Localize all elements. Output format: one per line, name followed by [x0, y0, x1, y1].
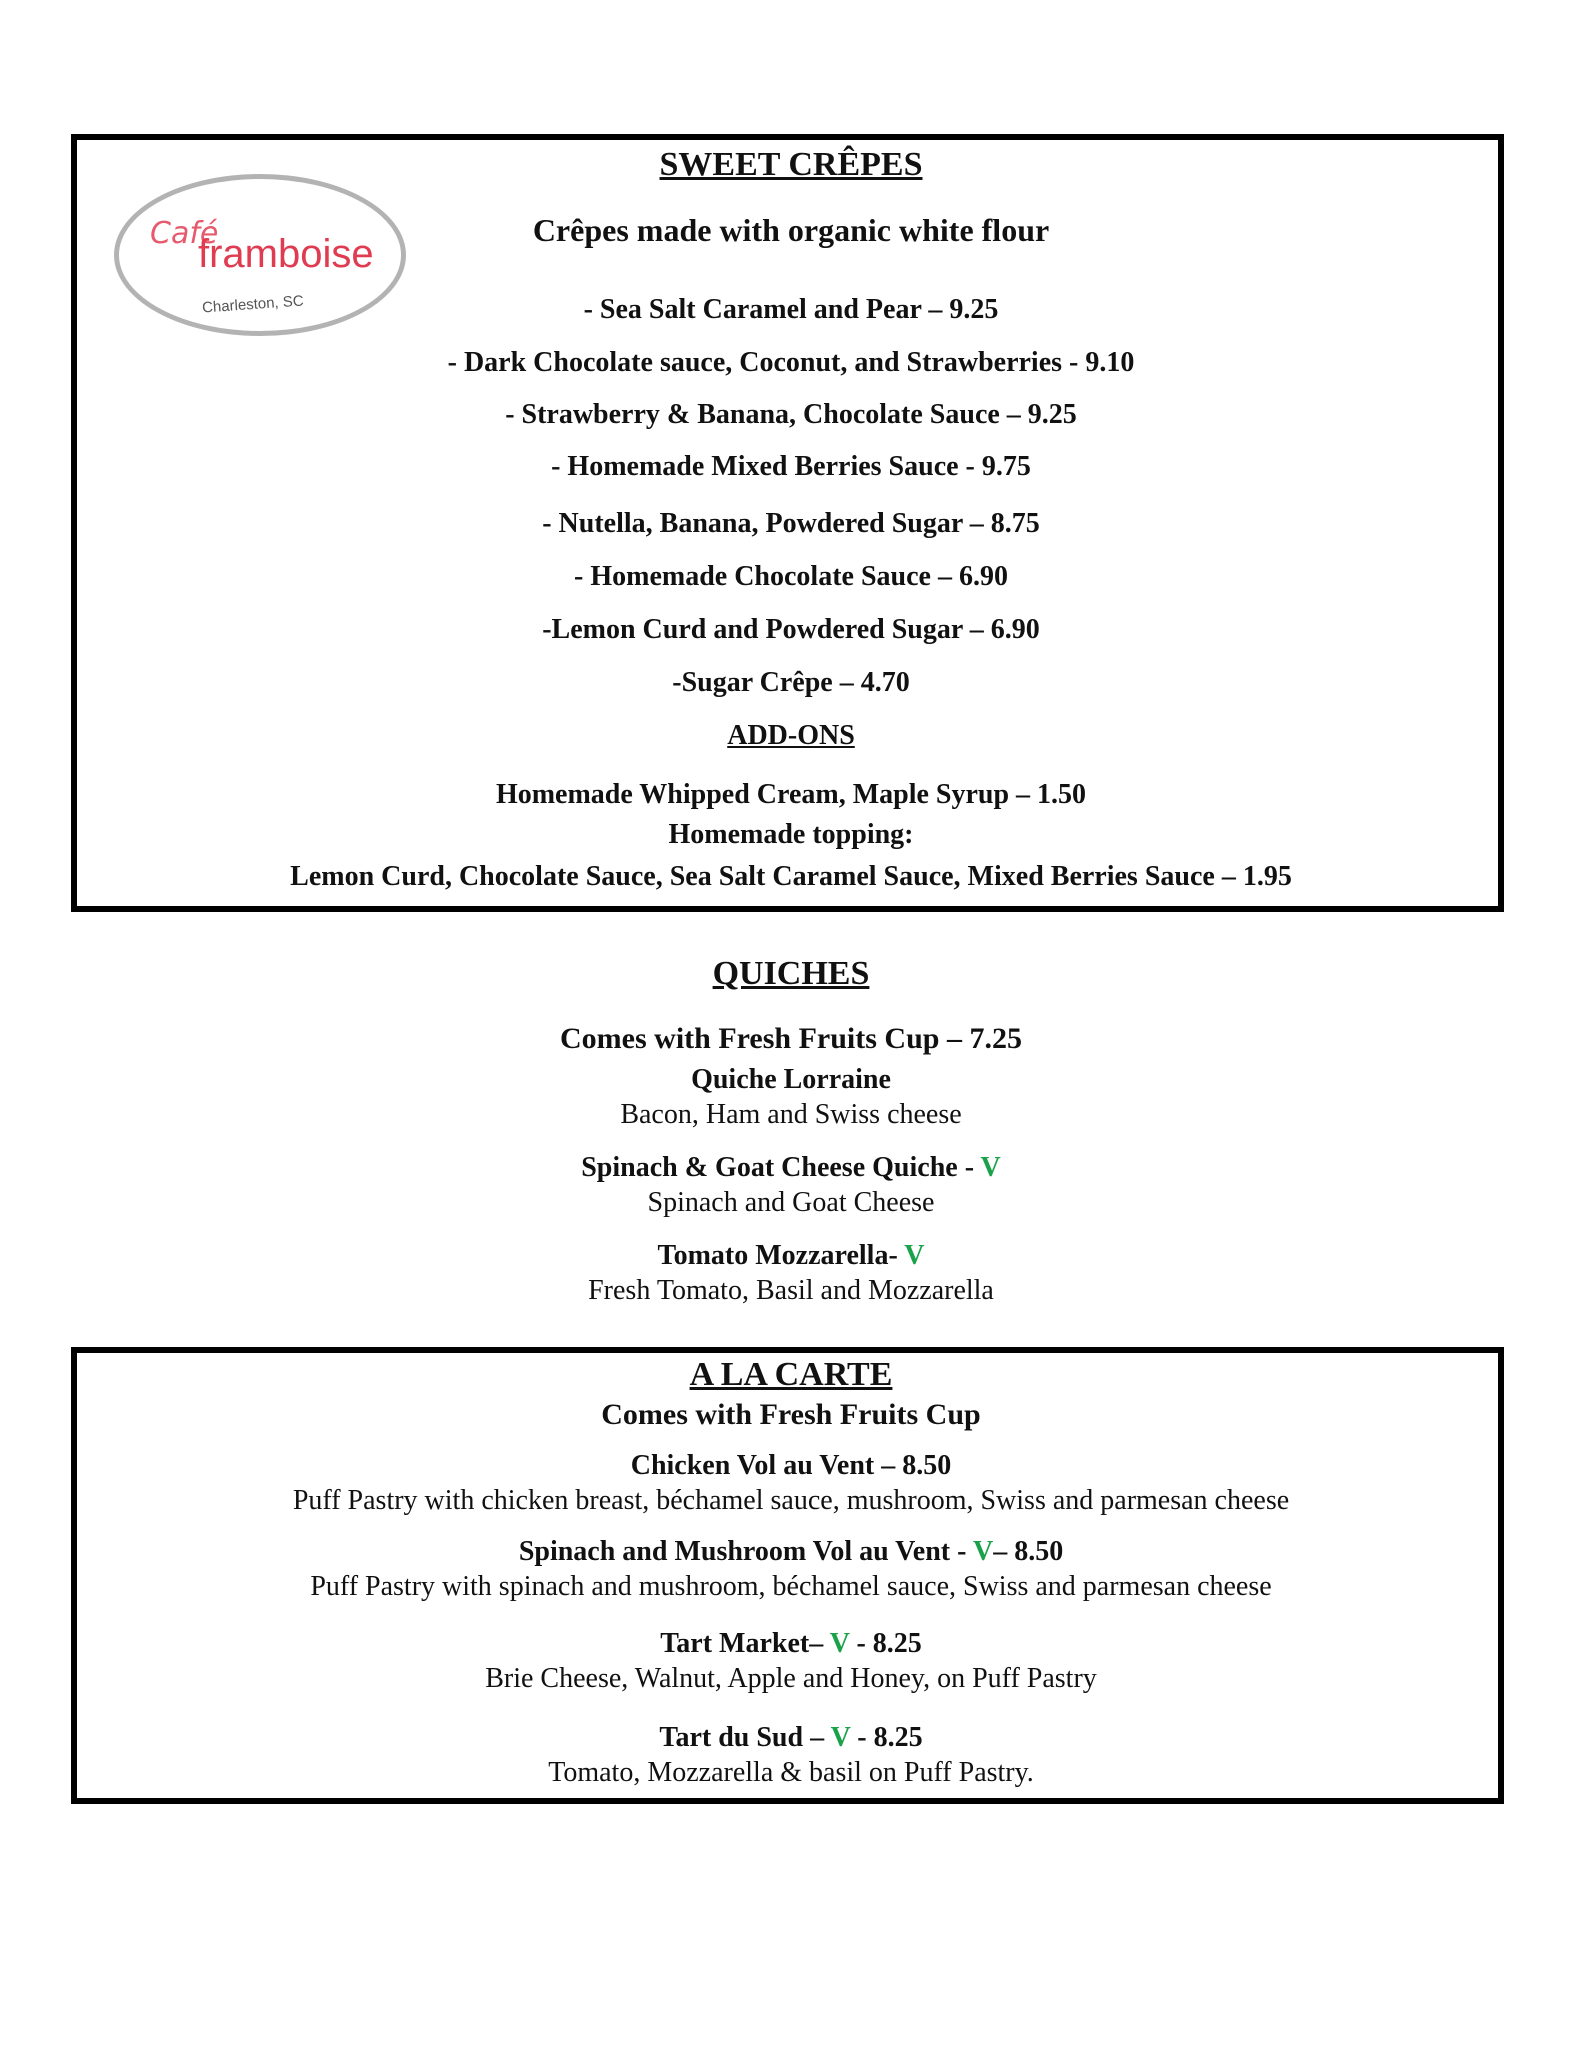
carte-item-price: - 8.25 [850, 1722, 923, 1753]
carte-item-name-text: Chicken Vol au Vent – 8.50 [630, 1450, 952, 1481]
quiche-name [0, 1064, 1582, 1096]
carte-item-name-text: Tart Market– [660, 1628, 830, 1659]
carte-item-desc: Tomato, Mozzarella & basil on Puff Pastry. [548, 1757, 1034, 1788]
a-la-carte-title: A LA CARTE [689, 1356, 893, 1393]
sweet-crepes-title: SWEET CRÊPES [659, 146, 923, 183]
quiche-desc: Spinach and Goat Cheese [647, 1187, 935, 1218]
logo-location-text: Charleston, SC [201, 292, 305, 317]
carte-item-name [0, 1628, 1582, 1660]
carte-item-name [0, 1536, 1582, 1568]
addons-title: ADD-ONS [727, 720, 855, 751]
quiche-name [0, 1240, 1582, 1272]
logo-cafe-text: Café [150, 216, 219, 251]
carte-item-price: - 8.25 [849, 1628, 922, 1659]
quiches-subtitle: Comes with Fresh Fruits Cup – 7.25 [560, 1022, 1022, 1055]
carte-item-name [0, 1722, 1582, 1754]
carte-item-name [0, 1450, 1582, 1482]
carte-item-desc: Brie Cheese, Walnut, Apple and Honey, on Puff Pastry [485, 1663, 1097, 1694]
carte-item-price: – 8.50 [993, 1536, 1064, 1567]
a-la-carte-subtitle: Comes with Fresh Fruits Cup [601, 1398, 981, 1431]
crepe-item: - Nutella, Banana, Powdered Sugar – 8.75 [542, 508, 1040, 539]
quiche-name-text: Quiche Lorraine [691, 1064, 891, 1095]
quiches-title: QUICHES [712, 955, 870, 992]
addon-item: Homemade topping: [668, 819, 914, 850]
logo-framboise-text: framboise [198, 232, 374, 276]
addon-item: Homemade Whipped Cream, Maple Syrup – 1.50 [495, 779, 1087, 810]
crepe-item: - Dark Chocolate sauce, Coconut, and Strawberries - 9.10 [447, 347, 1135, 378]
crepe-item: -Sugar Crêpe – 4.70 [672, 667, 910, 698]
crepe-item: - Homemade Chocolate Sauce – 6.90 [574, 561, 1008, 592]
addon-item: Lemon Curd, Chocolate Sauce, Sea Salt Caramel Sauce, Mixed Berries Sauce – 1.95 [290, 861, 1292, 892]
carte-item-desc: Puff Pastry with spinach and mushroom, béchamel sauce, Swiss and parmesan cheese [310, 1571, 1272, 1602]
crepe-item: - Sea Salt Caramel and Pear – 9.25 [583, 294, 999, 325]
vegetarian-badge: V [829, 1628, 850, 1659]
crepe-item: - Strawberry & Banana, Chocolate Sauce – 9.25 [505, 399, 1077, 430]
quiche-desc: Fresh Tomato, Basil and Mozzarella [588, 1275, 994, 1306]
carte-item-name-text: Spinach and Mushroom Vol au Vent - [518, 1536, 973, 1567]
crepe-item: - Homemade Mixed Berries Sauce - 9.75 [551, 451, 1031, 482]
vegetarian-badge: V [904, 1240, 925, 1271]
quiche-name-text: Spinach & Goat Cheese Quiche - [581, 1152, 981, 1183]
sweet-crepes-subtitle: Crêpes made with organic white flour [532, 212, 1050, 248]
carte-item-desc: Puff Pastry with chicken breast, béchamel sauce, mushroom, Swiss and parmesan cheese [292, 1485, 1290, 1516]
quiche-name-text: Tomato Mozzarella- [657, 1240, 905, 1271]
vegetarian-badge: V [830, 1722, 851, 1753]
carte-item-name-text: Tart du Sud – [659, 1722, 831, 1753]
crepe-item: -Lemon Curd and Powdered Sugar – 6.90 [542, 614, 1040, 645]
quiche-desc: Bacon, Ham and Swiss cheese [620, 1099, 962, 1130]
vegetarian-badge: V [972, 1536, 994, 1567]
vegetarian-badge: V [980, 1152, 1001, 1183]
quiche-name [0, 1152, 1582, 1184]
